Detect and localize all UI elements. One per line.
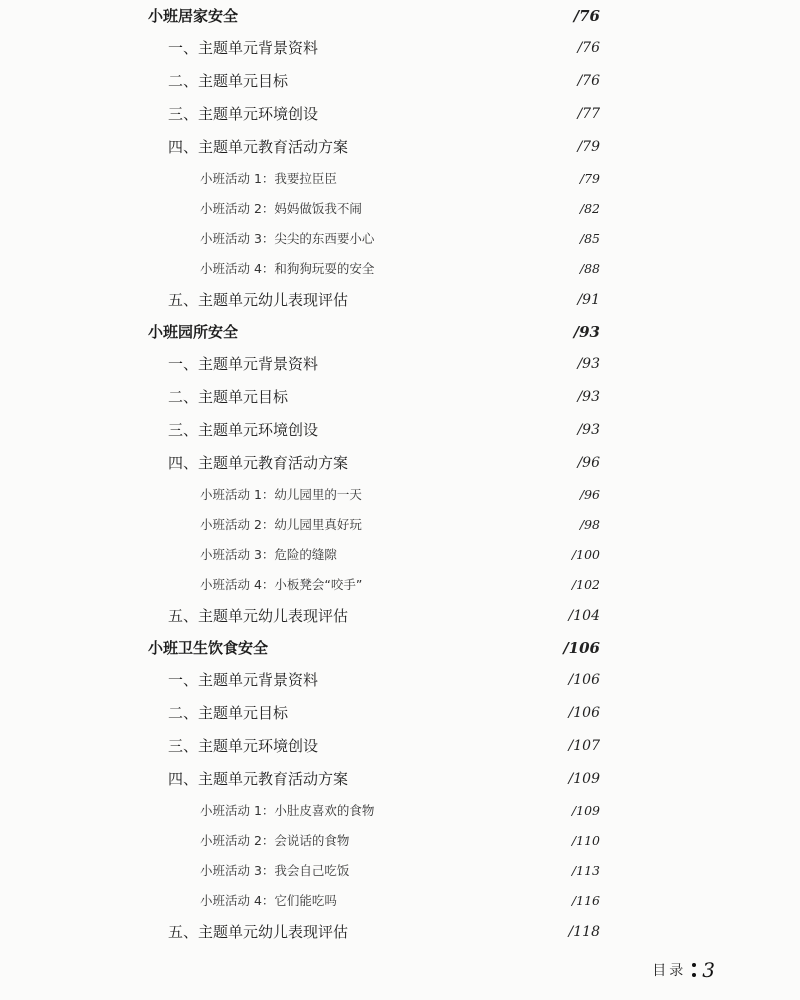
toc-entry-title: 小班活动 1：小肚皮喜欢的食物 xyxy=(200,803,375,818)
toc-entry-title: 二、主题单元目标 xyxy=(168,704,289,722)
toc-entry-title: 一、主题单元背景资料 xyxy=(168,355,319,373)
toc-entry-act xyxy=(140,795,600,825)
toc-entry-page: /98 xyxy=(579,516,600,532)
toc-entry-sub xyxy=(140,762,600,795)
toc-entry-sub xyxy=(140,380,600,413)
toc-entry-page: /79 xyxy=(579,170,600,186)
toc-entry-page: /77 xyxy=(577,105,600,122)
toc-entry-title: 小班卫生饮食安全 xyxy=(148,639,269,657)
toc-entry-title: 小班活动 2：会说话的食物 xyxy=(200,833,350,848)
toc-entry-sub xyxy=(140,663,600,696)
toc-entry-act xyxy=(140,163,600,193)
toc-entry-page: /106 xyxy=(563,638,600,657)
toc-entry-page: /93 xyxy=(577,421,600,438)
toc-entry-act xyxy=(140,885,600,915)
toc-entry-title: 小班活动 3：危险的缝隙 xyxy=(200,547,337,562)
toc-entry-page: /102 xyxy=(571,576,600,592)
toc-entry-sub xyxy=(140,915,600,948)
toc-entry-act xyxy=(140,855,600,885)
toc-entry-sub xyxy=(140,64,600,97)
toc-entry-page: /91 xyxy=(577,291,600,308)
toc-entry-page: /106 xyxy=(568,704,600,721)
toc-entry-sub xyxy=(140,31,600,64)
toc-entry-page: /76 xyxy=(577,72,600,89)
toc-entry-page: /109 xyxy=(568,770,600,787)
toc-entry-page: /88 xyxy=(579,260,600,276)
toc-entry-page: /96 xyxy=(577,454,600,471)
page-number: 3 xyxy=(702,958,715,982)
toc-entry-sub xyxy=(140,729,600,762)
toc-entry-sub xyxy=(140,413,600,446)
toc-entry-sub xyxy=(140,97,600,130)
toc-entry-title: 小班园所安全 xyxy=(148,323,239,341)
toc-entry-act xyxy=(140,479,600,509)
toc-entry-page: /79 xyxy=(577,138,600,155)
toc-entry-page: /116 xyxy=(571,892,600,908)
toc-entry-page: /76 xyxy=(577,39,600,56)
table-of-contents xyxy=(140,0,600,948)
toc-entry-page: /76 xyxy=(573,6,600,25)
toc-entry-page: /96 xyxy=(579,486,600,502)
toc-entry-act xyxy=(140,509,600,539)
toc-entry-page: /107 xyxy=(568,737,600,754)
toc-entry-page: /93 xyxy=(577,388,600,405)
toc-entry-act xyxy=(140,825,600,855)
toc-entry-section xyxy=(140,316,600,347)
toc-entry-title: 二、主题单元目标 xyxy=(168,388,289,406)
toc-entry-page: /118 xyxy=(568,923,600,940)
toc-entry-title: 二、主题单元目标 xyxy=(168,72,289,90)
toc-entry-title: 四、主题单元教育活动方案 xyxy=(168,770,349,788)
toc-entry-page: /93 xyxy=(573,322,600,341)
toc-entry-page: /110 xyxy=(571,832,600,848)
page-footer xyxy=(652,958,715,982)
colon-ornament xyxy=(692,963,696,977)
toc-entry-sub xyxy=(140,283,600,316)
toc-entry-title: 三、主题单元环境创设 xyxy=(168,105,319,123)
toc-entry-title: 小班活动 1：幼儿园里的一天 xyxy=(200,487,362,502)
toc-entry-title: 四、主题单元教育活动方案 xyxy=(168,138,349,156)
toc-entry-sub xyxy=(140,130,600,163)
toc-entry-act xyxy=(140,223,600,253)
toc-entry-page: /85 xyxy=(579,230,600,246)
toc-entry-page: /82 xyxy=(579,200,600,216)
toc-entry-title: 一、主题单元背景资料 xyxy=(168,39,319,57)
toc-entry-title: 三、主题单元环境创设 xyxy=(168,421,319,439)
toc-entry-title: 五、主题单元幼儿表现评估 xyxy=(168,923,349,941)
toc-entry-title: 小班活动 2：妈妈做饭我不闹 xyxy=(200,201,362,216)
toc-entry-sub xyxy=(140,599,600,632)
toc-entry-page: /100 xyxy=(571,546,600,562)
toc-entry-title: 小班活动 4：小板凳会“咬手” xyxy=(200,577,363,592)
toc-entry-title: 四、主题单元教育活动方案 xyxy=(168,454,349,472)
toc-entry-act xyxy=(140,569,600,599)
toc-entry-sub xyxy=(140,696,600,729)
footer-label: 目录 xyxy=(652,963,687,979)
toc-entry-page: /93 xyxy=(577,355,600,372)
toc-entry-title: 小班活动 3：我会自己吃饭 xyxy=(200,863,350,878)
toc-entry-page: /113 xyxy=(571,862,600,878)
toc-entry-sub xyxy=(140,347,600,380)
toc-entry-section xyxy=(140,0,600,31)
toc-entry-act xyxy=(140,253,600,283)
toc-entry-title: 三、主题单元环境创设 xyxy=(168,737,319,755)
toc-entry-act xyxy=(140,193,600,223)
toc-entry-title: 小班活动 3：尖尖的东西要小心 xyxy=(200,231,375,246)
toc-entry-page: /109 xyxy=(571,802,600,818)
toc-entry-section xyxy=(140,632,600,663)
toc-entry-page: /104 xyxy=(568,607,600,624)
toc-entry-title: 五、主题单元幼儿表现评估 xyxy=(168,607,349,625)
toc-entry-title: 小班居家安全 xyxy=(148,7,239,25)
toc-entry-title: 五、主题单元幼儿表现评估 xyxy=(168,291,349,309)
toc-entry-page: /106 xyxy=(568,671,600,688)
toc-entry-title: 小班活动 2：幼儿园里真好玩 xyxy=(200,517,362,532)
toc-entry-sub xyxy=(140,446,600,479)
toc-entry-title: 小班活动 4：和狗狗玩耍的安全 xyxy=(200,261,375,276)
toc-entry-title: 一、主题单元背景资料 xyxy=(168,671,319,689)
toc-entry-title: 小班活动 4：它们能吃吗 xyxy=(200,893,337,908)
toc-entry-title: 小班活动 1：我要拉臣臣 xyxy=(200,171,337,186)
toc-entry-act xyxy=(140,539,600,569)
